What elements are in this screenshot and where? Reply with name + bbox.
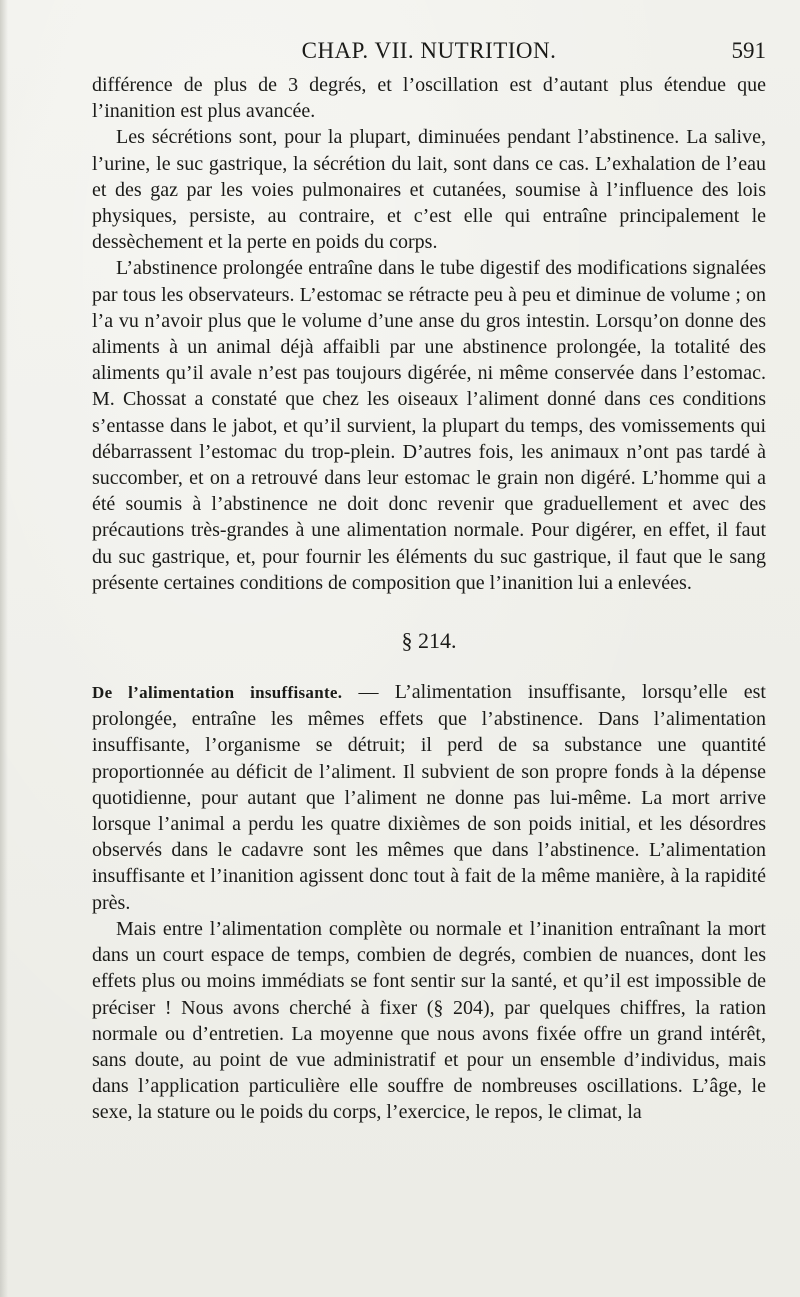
page-binding-shadow	[0, 0, 8, 1297]
paragraph-final: Mais entre l’alimentation complète ou normale et l’inanition entraînant la mort dans un court espace de temps, combien de degrés, combien de nuances, dont les effets plus ou moins immédiats se font sentir sur la santé, et qu’il est impossible de préciser ! Nous avons cherché à fixer (§ 204), par quelques chiffres, la ration normale ou d’entretien. La moyenne que nous avons fixée offre un grand intérêt, sans doute, au point de vue administratif et pour un ensemble d’individus, mais dans l’application particulière elle souffre de nombreuses oscillations. L’âge, le sexe, la stature ou le poids du corps, l’exercice, le repos, le climat, la	[92, 917, 766, 1124]
running-title: CHAP. VII. NUTRITION.	[301, 38, 557, 63]
paragraph-tube-digestif: L’abstinence prolongée entraîne dans le tube digestif des modifications signalées par tous les observateurs. L’estomac se rétracte peu à peu et diminue de volume ; on l’a vu n’avoir plus que le volume d’une anse du gros intestin. Lorsqu’on donne des aliments à un animal déjà affaibli par une abstinence prolongée, la totalité des aliments qu’il avale n’est pas toujours digérée, ni même conservée dans l’estomac. M. Chossat a constaté que chez les oiseaux l’aliment donné dans ces conditions s’entasse dans le jabot, et qu’il survient, la plupart du temps, des vomissements qui débarrassent l’estomac du trop-plein. D’autres fois, les animaux n’ont pas tardé à succomber, et on a retrouvé dans leur estomac le grain non digéré. L’homme qui a été soumis à l’abstinence ne doit donc revenir que graduellement et avec des précautions très-grandes à une alimentation normale. Pour digérer, en effet, il faut du suc gastrique, et, pour fournir les éléments du suc gastrique, il faut que le sang présente certaines conditions de composition que l’inanition lui a enlevées.	[92, 257, 766, 594]
subsection-heading: De l’alimentation insuffisante.	[92, 683, 343, 703]
page-header	[92, 38, 766, 72]
paragraph-continuation: différence de plus de 3 degrés, et l’oscillation est d’autant plus étendue que l’inanition est plus avancée.	[92, 74, 766, 123]
subsection-text: — L’alimentation insuffisante, lorsqu’elle est prolongée, entraîne les mêmes effets que l’abstinence. Dans l’alimentation insuffisante, l’organisme se détruit; il perd de sa substance une quantité proportionnée au déficit de l’aliment. Il subvient de son propre fonds à la dépense quotidienne, pour autant que l’aliment ne donne pas lui-même. La mort arrive lorsque l’animal a perdu les quatre dixièmes de son poids initial, et les désordres observés dans le cadavre sont les mêmes que dans l’abstinence. L’alimentation insuffisante et l’inanition agissent donc tout à fait de la même manière, à la rapidité près.	[92, 681, 766, 914]
paragraph-alimentation-insuffisante	[92, 679, 766, 916]
section-number: § 214.	[401, 628, 457, 654]
page-number: 591	[731, 38, 766, 63]
paragraph-secretions: Les sécrétions sont, pour la plupart, diminuées pendant l’abstinence. La salive, l’urine, le suc gastrique, la sécrétion du lait, sont dans ce cas. L’exhalation de l’eau et des gaz par les voies pulmonaires et cutanées, soumise à l’influence des lois physiques, persiste, au contraire, et c’est elle qui entraîne principalement le dessèchement et la perte en poids du corps.	[92, 126, 766, 254]
page-body	[92, 72, 766, 1126]
